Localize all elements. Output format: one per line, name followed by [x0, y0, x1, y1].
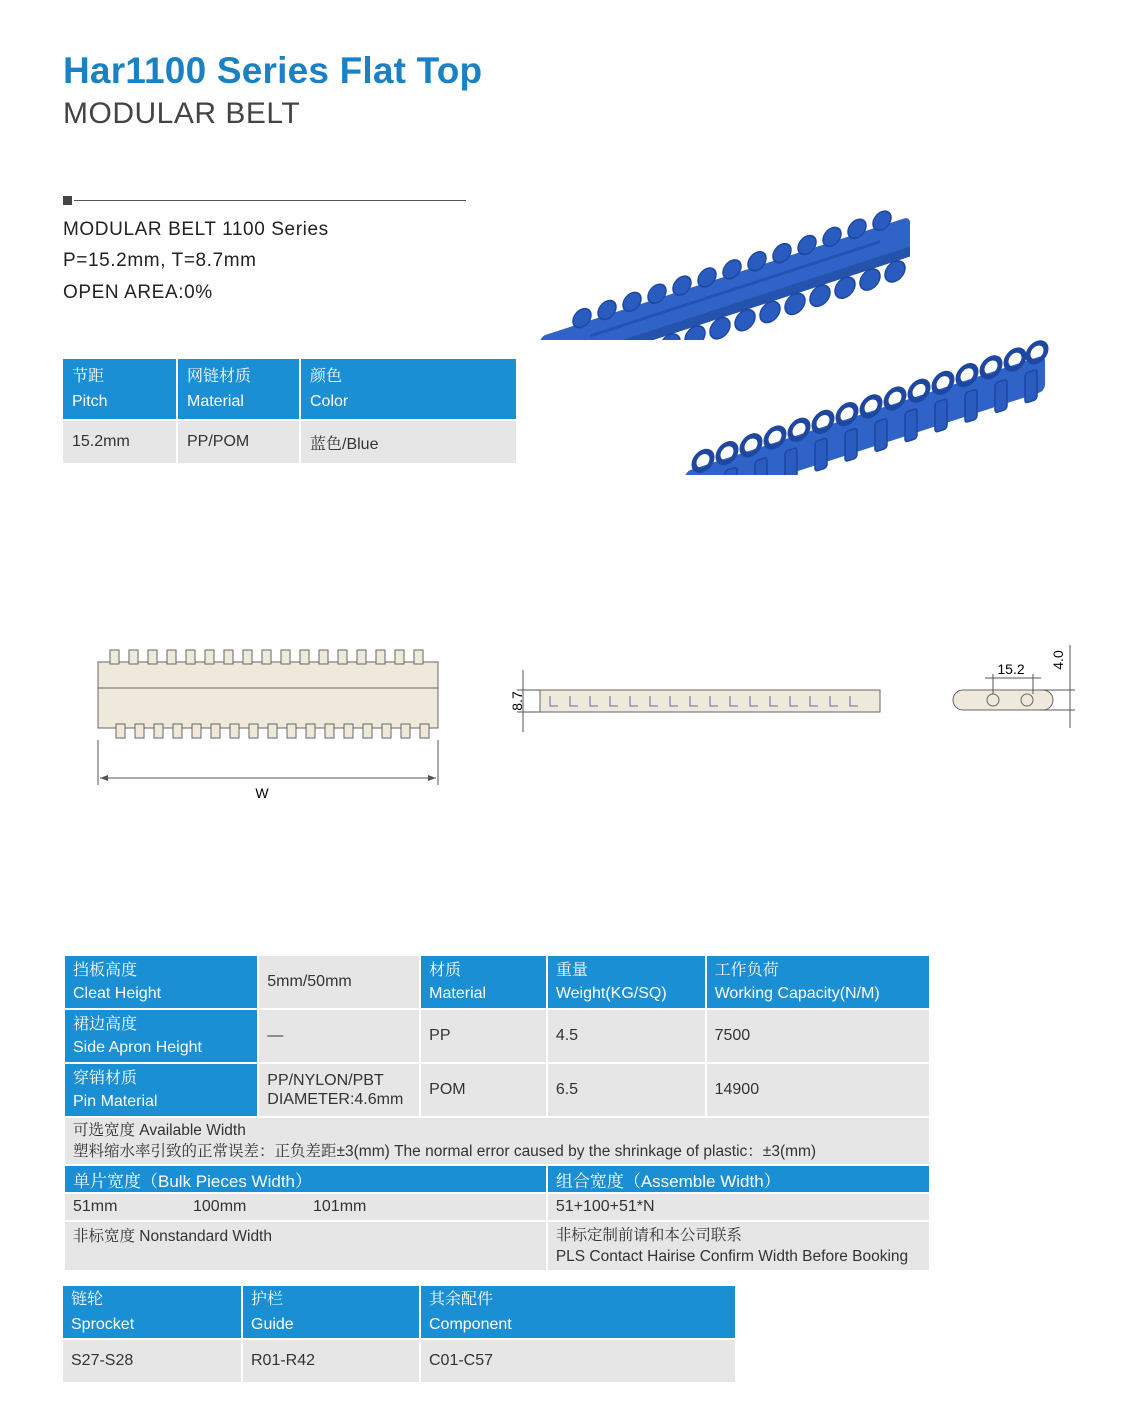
cleat-height-value: 5mm/50mm — [258, 955, 420, 1009]
pin-material-header: 穿销材质 Pin Material — [64, 1063, 258, 1117]
height-dimension-label: 4.0 — [1050, 650, 1066, 670]
row2-material: POM — [420, 1063, 547, 1117]
header-material: 网链材质 Material — [177, 359, 300, 420]
sprocket-header: 链轮 Sprocket — [63, 1286, 242, 1339]
section-marker — [63, 196, 72, 205]
row1-material: PP — [420, 1009, 547, 1063]
side-apron-header: 裙边高度 Side Apron Height — [64, 1009, 258, 1063]
width-dimension-label: W — [255, 785, 269, 801]
row1-weight: 4.5 — [547, 1009, 706, 1063]
component-value: C01-C57 — [420, 1339, 735, 1382]
value-color: 蓝色/Blue — [300, 420, 516, 463]
pitch-detail-drawing — [945, 640, 1080, 735]
nonstandard-width-contact: 非标定制前请和本公司联系 PLS Contact Hairise Confirm Width Before Booking — [547, 1221, 930, 1271]
header-pitch: 节距 Pitch — [63, 359, 177, 420]
main-spec-table — [63, 954, 931, 1272]
bulk-width-3: 101mm — [313, 1198, 367, 1215]
guide-value: R01-R42 — [242, 1339, 420, 1382]
cleat-height-header: 挡板高度 Cleat Height — [64, 955, 258, 1009]
thickness-dimension-label: 8.7 — [509, 691, 525, 711]
bulk-width-header: 单片宽度（Bulk Pieces Width） — [64, 1165, 547, 1193]
bulk-width-1: 51mm — [73, 1198, 118, 1215]
bulk-widths — [64, 1193, 547, 1221]
bulk-width-2: 100mm — [193, 1198, 247, 1215]
side-apron-value: — — [258, 1009, 420, 1063]
spec-pitch-thickness: P=15.2mm, T=8.7mm — [63, 250, 257, 271]
value-material: PP/POM — [177, 420, 300, 463]
pitch-dimension-label: 15.2 — [997, 661, 1025, 677]
available-width-note: 可选宽度 Available Width 塑料缩水率引致的正常误差：正负差距±3(mm) The normal error caused by the shrinkage of plastic：±3(mm) — [64, 1117, 930, 1165]
section-divider — [74, 200, 466, 201]
side-view-drawing — [495, 660, 895, 740]
guide-header: 护栏 Guide — [242, 1286, 420, 1339]
nonstandard-width-label: 非标宽度 Nonstandard Width — [64, 1221, 547, 1271]
component-header: 其余配件 Component — [420, 1286, 735, 1339]
row2-weight: 6.5 — [547, 1063, 706, 1117]
assemble-width-value: 51+100+51*N — [547, 1193, 930, 1221]
page-title: Har1100 Series Flat Top — [63, 50, 483, 91]
page-subtitle: MODULAR BELT — [63, 97, 301, 130]
row1-capacity: 7500 — [706, 1009, 930, 1063]
basic-spec-table — [63, 359, 516, 463]
material-header: 材质 Material — [420, 955, 547, 1009]
assemble-width-header: 组合宽度（Assemble Width） — [547, 1165, 930, 1193]
pin-material-value: PP/NYLON/PBT DIAMETER:4.6mm — [258, 1063, 420, 1117]
weight-header: 重量 Weight(KG/SQ) — [547, 955, 706, 1009]
row2-capacity: 14900 — [706, 1063, 930, 1117]
belt-bottom-render — [675, 255, 1060, 475]
value-pitch: 15.2mm — [63, 420, 177, 463]
top-view-drawing — [90, 640, 450, 810]
parts-table — [63, 1286, 735, 1382]
header-color: 颜色 Color — [300, 359, 516, 420]
capacity-header: 工作负荷 Working Capacity(N/M) — [706, 955, 930, 1009]
sprocket-value: S27-S28 — [63, 1339, 242, 1382]
spec-series: MODULAR BELT 1100 Series — [63, 219, 329, 240]
spec-open-area: OPEN AREA:0% — [63, 282, 213, 303]
